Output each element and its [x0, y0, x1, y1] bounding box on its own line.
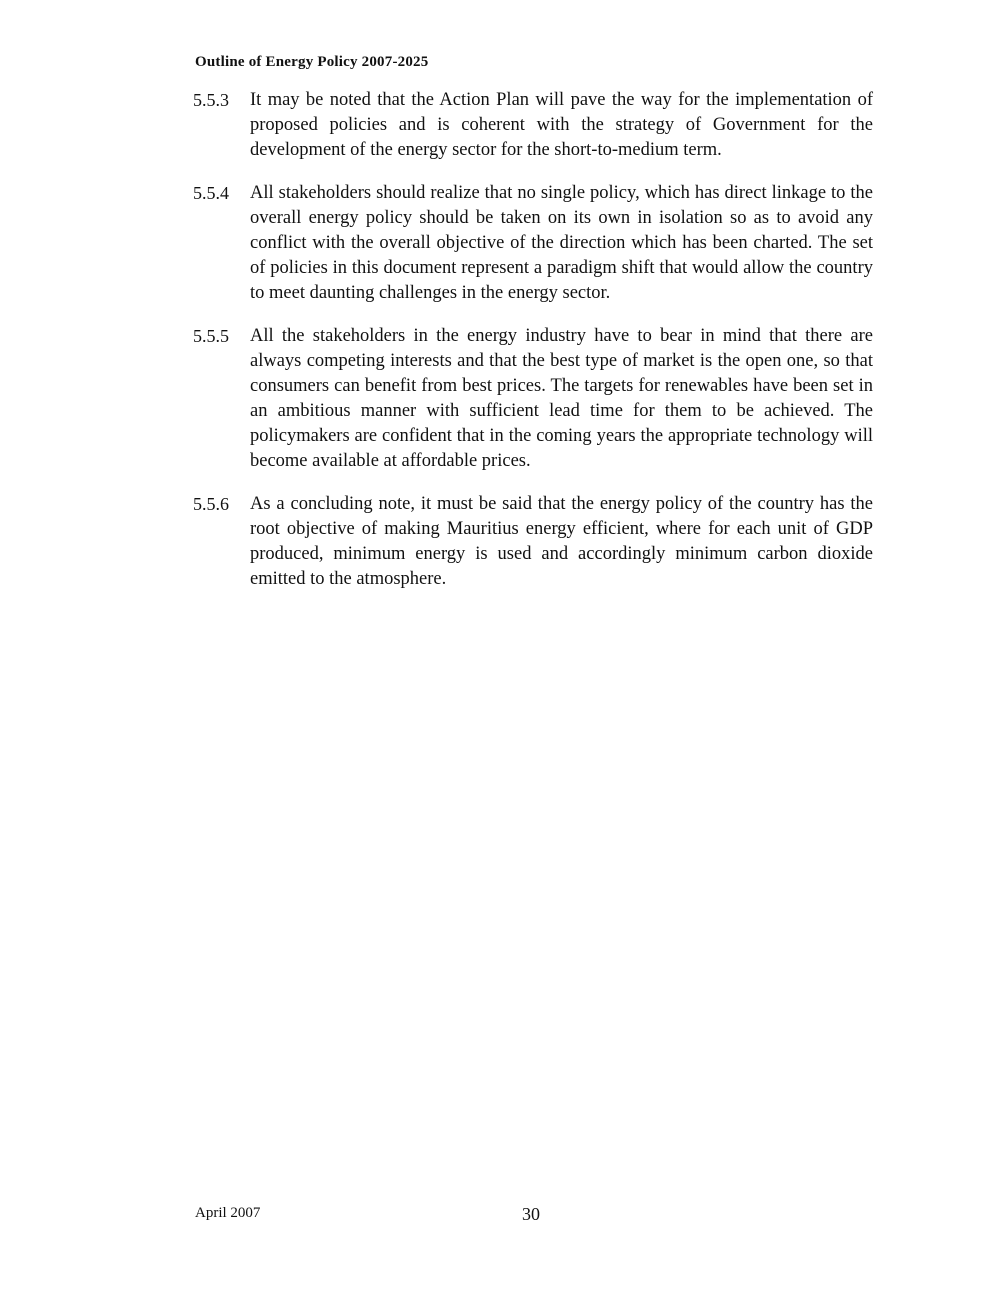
page-number: 30	[522, 1204, 540, 1224]
paragraph-text: All stakeholders should realize that no single policy, which has direct linkage to the overall energy policy should be taken on its own in isolation so as to avoid any conflict with the overall objective of the direction which has been charted. The set of policies in this document represent a paradigm shift that would allow the country to meet daunting challenges in the energy sector.	[250, 183, 873, 303]
paragraph-number: 5.5.5	[193, 326, 229, 346]
paragraph-number: 5.5.4	[193, 183, 229, 203]
page-header-title: Outline of Energy Policy 2007-2025	[195, 54, 429, 70]
paragraph-text: As a concluding note, it must be said that the energy policy of the country has the root objective of making Mauritius energy efficient, where for each unit of GDP produced, minimum energy is used and accordingly minimum carbon dioxide emitted to the atmosphere.	[250, 494, 873, 589]
paragraph-text: It may be noted that the Action Plan will pave the way for the implementation of proposed policies and is coherent with the strategy of Government for the development of the energy sector for the short-to-medium term.	[250, 90, 873, 160]
footer-date: April 2007	[195, 1205, 261, 1221]
paragraph-text: All the stakeholders in the energy industry have to bear in mind that there are always competing interests and that the best type of market is the open one, so that consumers can benefit from best prices. The targets for renewables have been set in an ambitious manner with sufficient lead time for them to be achieved. The policymakers are confident that in the coming years the appropriate technology will become available at affordable prices.	[250, 326, 873, 471]
paragraph-5-5-5	[193, 324, 873, 474]
paragraph-5-5-3	[193, 88, 873, 163]
paragraph-number: 5.5.3	[193, 90, 229, 110]
paragraph-5-5-6	[193, 492, 873, 592]
paragraph-5-5-4	[193, 181, 873, 306]
paragraph-number: 5.5.6	[193, 494, 229, 514]
document-body	[193, 88, 873, 610]
